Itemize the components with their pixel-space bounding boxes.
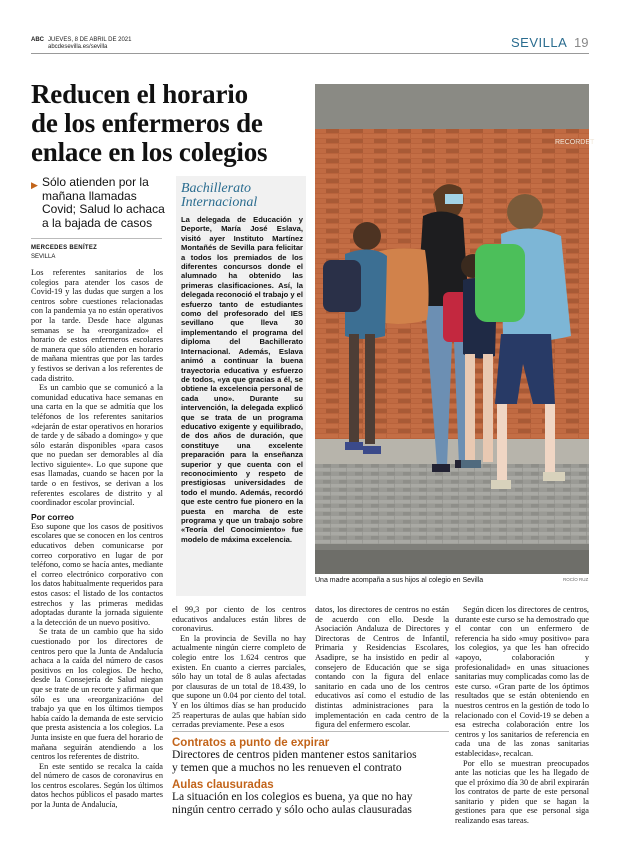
photo-illustration <box>315 84 595 574</box>
section-label: SEVILLA <box>511 35 568 50</box>
headline-line: de los enfermeros de <box>31 108 263 138</box>
article-column-3 <box>315 605 449 730</box>
article-column-2 <box>172 605 306 730</box>
body-paragraph: Los referentes sanitarios de los colegios para atender los casos de Covid-19 y las dudas que surgen a los centros sobre cuestiones relacionadas con la pandemia ya no están operativos por la tarde. Desde hace algunas semanas se ha «reorganizado» el horario de estos enfermeros escolares de manera que sólo atienden en horario de mañana mientras que por las tardes y festivos se derivan a los referentes de cada distrito. <box>31 268 163 383</box>
teaser-block <box>172 737 452 774</box>
body-paragraph: datos, los directores de centros no están de acuerdo con ello. Desde la Asociación Andaluza de Directores y Directoras de Centros de Infantil, Primaria y Residencias Escolares, Asadipre, se ha insistido en pedir al consejero de Educación que se siga contando con la figura del enlace sanitario en cada uno de los centros educativos así como el estudio de las distintas administraciones para la implementación en cada centro de la figura del enfermero escolar. <box>315 605 449 730</box>
subtitle <box>42 176 172 230</box>
subtitle-line: Sólo atienden por la <box>42 175 149 189</box>
subtitle-line: a la bajada de casos <box>42 215 153 230</box>
teaser-text-line: ningún centro cerrado y sólo ocho aulas clausuradas <box>172 803 412 816</box>
sidebar-title-line: Bachillerato <box>181 181 251 196</box>
body-paragraph: Eso supone que los casos de positivos escolares que se conocen en los centros educativos deben comunicarse por correo corporativo en lugar de por teléfono, como se hacía antes, mediante el correo electrónico corporativo con los datos habitualmente requeridos para estos casos: el listado de los contactos estrechos y las primeras medidas adoptadas durante la jornada siguiente a la detección de un nuevo positivo. <box>31 521 164 627</box>
article-column-1 <box>31 268 163 810</box>
header-rule <box>31 53 589 54</box>
teaser-title: Contratos a punto de expirar <box>172 737 330 749</box>
page-number: 19 <box>574 35 589 50</box>
body-paragraph: Por ello se muestran preocupados ante las noticias que les ha llegado de que el próximo día 30 de abril expirarán los contratos de parte de este personal sanitario y piden que se hagan la gestiones para que ese personal siga realizando esas tareas. <box>455 758 589 826</box>
byline-author: MERCEDES BENÍTEZ <box>31 245 98 251</box>
headline-line: Reducen el horario <box>31 79 248 109</box>
photo-caption: Una madre acompaña a sus hijos al colegio en Sevilla <box>315 577 484 584</box>
site-url[interactable]: abcdesevilla.es/sevilla <box>48 44 108 50</box>
subtitle-line: mañana llamadas <box>42 188 137 203</box>
issue-date: JUEVES, 8 DE ABRIL DE 2021 <box>48 37 132 43</box>
brand-label: ABC <box>31 37 44 43</box>
teaser-text-line: y temen que a muchos no les renueven el contrato <box>172 761 402 774</box>
teaser-block <box>172 779 452 816</box>
sidebar-title-line: Internacional <box>181 195 258 210</box>
subtitle-rule <box>31 238 162 239</box>
byline-place: SEVILLA <box>31 254 56 260</box>
body-paragraph: Según dicen los directores de centros, durante este curso se ha demostrado que el contar con un enfermero de referencia ha sido «muy positivo» para los colegios, ya que les han ofrecido «apoyo, colaboración y profesionalidad» en unas situaciones sanitarias muy complicadas como las de este curso. «Gran parte de los óptimos resultados que se están obteniendo en nuestros centros en la gestión de todo lo relacionado con el Covid-19 se deben a esa estrecha colaboración entre los centros y los sanitarios de referencia en cada una de las zonas sanitarias establecidas», recalcan. <box>455 605 589 758</box>
teaser-text-line: La situación en los colegios es buena, ya que no hay <box>172 791 413 803</box>
sidebar <box>181 182 303 544</box>
subtitle-line: Covid; Salud lo achaca <box>42 202 165 216</box>
bullet-arrow-icon: ▶ <box>31 180 38 190</box>
body-paragraph: Se trata de un cambio que ha sido cuestionado por los directores de centros pero que la Junta de Andalucía achaca a la caída del número de casos positivos en los colegios. De hecho, desde la Consejería de Salud niegan que se trate de un recorte y afirman que sólo es una «reorganización» del trabajo ya que en los últimos tiempos había caído la demanda de este servicio que presta asistencia a los colegios. La Junta insiste en que fuera del horario de mañana seguirán atendiendo a los centros los referentes de distrito. <box>31 627 164 762</box>
article-photo <box>315 84 595 574</box>
sidebar-body: La delegada de Educación y Deporte, María José Eslava, visitó ayer Instituto Martínez Montañés de Sevilla para felicitar a todos los premiados de los diferentes concursos donde el alumnado ha obtenido las primeras clasificaciones. Así, la delegada reconoció el trabajo y el esfuerzo tanto de estudiantes como del profesorado del IES sevillano que lleva 30 implementando el programa del diploma del Bachillerato Internacional. Además, Eslava animó a continuar la buena trayectoria educativa y esfuerzo de todos, «ya que gracias a él, se obtiene la excelencia personal de cada uno». Durante su intervención, la delegada explicó que se trata de un programa educativo exigente y equilibrado, de dos años de duración, que constituye una excelente preparación para la enseñanza superior y que cuenta con el reconocimiento y respeto de prestigiosas universidades de todo el mundo. Además, recordó que este centro fue pionero en la puesta en marcha de este programa y que un trabajo sobre «Teoría del Conocimiento» fue modelo de máxima excelencia. <box>181 215 303 544</box>
headline-line: enlace en los colegios <box>31 137 268 167</box>
body-paragraph: En la provincia de Sevilla no hay actualmente ningún cierre completo de colegio entre los 1.624 centros que existen. En cuanto a cierres parciales, sólo hay un total de 8 aulas afectadas por clausuras de un total de 18.439, lo que supone un 0.04 por ciento del total. Y en los últimos días se han producido 25 reaperturas de aulas que habían sido cerradas previamente. Pese a esos <box>172 633 306 730</box>
body-paragraph: Es un cambio que se comunicó a la comunidad educativa hace semanas en una carta en la que se admitía que los teléfonos de los referentes sanitarios «dejarán de estar operativos en horarios de tarde y de sábado a domingo» y que sólo estarán disponibles «para casos que no puedan ser demorables al día lectivo siguiente». Lo que supone que esas llamadas, cuando se hacen por la tarde o en festivos, se derivan a los referentes escolares de distrito y al coordinador escolar provincial. <box>31 383 164 508</box>
teaser-title: Aulas clausuradas <box>172 779 274 791</box>
headline <box>31 80 311 167</box>
photo-plaque: RECORDET <box>555 139 595 146</box>
photo-credit: ROCÍO RUZ <box>563 577 589 582</box>
section-subhead: Por correo <box>31 511 74 522</box>
teaser-rule <box>172 731 449 732</box>
body-paragraph: En este sentido se recalca la caída del número de casos de coronavirus en los centros escolares. Según los últimos datos hechos públicos el pasado martes por la Junta de Andalucía, <box>31 761 163 810</box>
article-column-4 <box>455 605 589 826</box>
teaser-text-line: Directores de centros piden mantener estos sanitarios <box>172 749 417 761</box>
body-paragraph: el 99,3 por ciento de los centros educativos andaluces están libres de coronavirus. <box>172 605 306 634</box>
